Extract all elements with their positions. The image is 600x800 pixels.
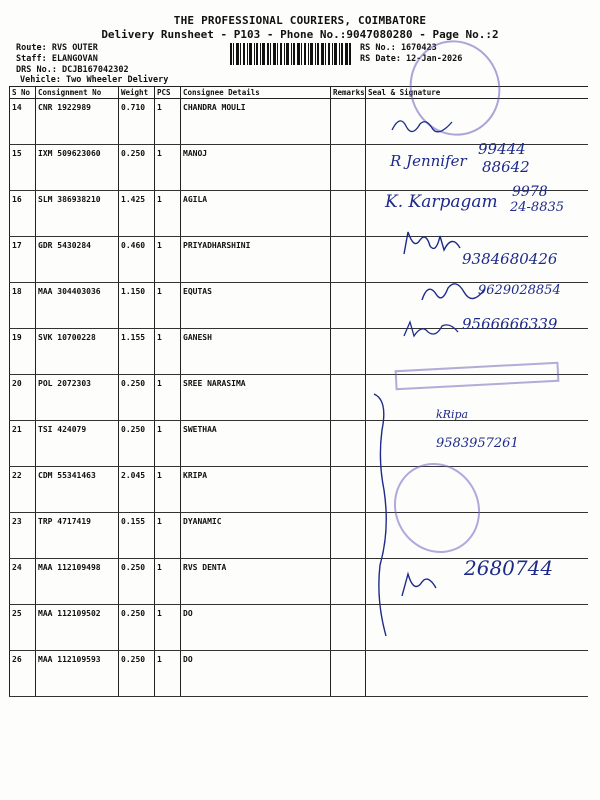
row-consignment-no: TRP 4717419 [36,513,119,559]
signature-scribble-icon [390,112,460,138]
row-sno: 23 [10,513,36,559]
signature-bracket [368,390,398,640]
table-row [10,605,588,651]
row-sno: 15 [10,145,36,191]
row-consignment-no: MAA 112109502 [36,605,119,651]
row-remarks [331,99,366,145]
row-pcs: 1 [155,559,181,605]
row-consignee: SREE NARASIMA [181,375,331,421]
col-pcs: PCS [155,87,181,99]
row-consignment-no: CNR 1922989 [36,99,119,145]
runsheet-table [9,86,588,697]
row-remarks [331,559,366,605]
rs-date: RS Date: 12-Jan-2026 [360,54,463,64]
row-remarks [331,237,366,283]
hw-num-18: 9629028854 [478,283,561,298]
row-remarks [331,605,366,651]
row-sno: 25 [10,605,36,651]
runsheet-subtitle: Delivery Runsheet - P103 - Phone No.:9047080280 - Page No.:2 [101,28,499,41]
row-weight: 2.045 [119,467,155,513]
hw-num-16b: 24-8835 [510,200,565,215]
row-consignee: MANOJ [181,145,331,191]
row-consignee: CHANDRA MOULI [181,99,331,145]
row-consignment-no: CDM 55341463 [36,467,119,513]
row-sno: 19 [10,329,36,375]
row-sno: 18 [10,283,36,329]
row-pcs: 1 [155,191,181,237]
row-weight: 0.250 [119,421,155,467]
col-consignment: Consignment No [36,87,119,99]
row-consignment-no: MAA 112109593 [36,651,119,697]
hw-num-15a: 99444 [478,140,526,158]
col-signature: Seal & Signature [366,87,588,99]
row-sno: 17 [10,237,36,283]
row-remarks [331,513,366,559]
vehicle-label: Vehicle: Two Wheeler Delivery [20,75,169,85]
hw-name-16: K. Karpagam [385,192,498,212]
row-consignment-no: TSI 424079 [36,421,119,467]
table-row [10,467,588,513]
row-weight: 0.250 [119,605,155,651]
hw-num-19: 9566666339 [462,315,558,333]
row-pcs: 1 [155,283,181,329]
hw-num-15b: 88642 [482,158,530,176]
row-consignee: DO [181,605,331,651]
row-consignee: DO [181,651,331,697]
row-consignee: KRIPA [181,467,331,513]
signature-scribble-icon [400,228,470,258]
row-remarks [331,283,366,329]
row-remarks [331,191,366,237]
row-consignee: AGILA [181,191,331,237]
row-sno: 14 [10,99,36,145]
row-signature [366,605,588,651]
company-title: THE PROFESSIONAL COURIERS, COIMBATORE [173,14,427,27]
signature-scribble-icon [400,318,470,340]
row-weight: 1.425 [119,191,155,237]
barcode-icon [230,43,352,65]
table-header-row [10,87,588,99]
row-weight: 0.250 [119,559,155,605]
row-sno: 24 [10,559,36,605]
drs-number: DRS No.: DCJB167042302 [16,65,129,75]
rs-number: RS No.: 1670423 [360,43,437,53]
row-remarks [331,329,366,375]
col-consignee: Consignee Details [181,87,331,99]
row-weight: 0.250 [119,375,155,421]
row-consignment-no: MAA 304403036 [36,283,119,329]
signature-scribble-icon [396,570,446,600]
hw-sig-21: kRipa [436,408,469,421]
row-sno: 16 [10,191,36,237]
row-consignee: EQUTAS [181,283,331,329]
table-row [10,513,588,559]
row-consignee: PRIYADHARSHINI [181,237,331,283]
row-weight: 0.155 [119,513,155,559]
row-consignment-no: SLM 386938210 [36,191,119,237]
row-consignment-no: SVK 10700228 [36,329,119,375]
col-weight: Weight [119,87,155,99]
row-weight: 0.250 [119,145,155,191]
row-pcs: 1 [155,329,181,375]
row-sno: 26 [10,651,36,697]
row-sno: 22 [10,467,36,513]
staff-label: Staff: ELANGOVAN [16,54,98,64]
row-weight: 0.250 [119,651,155,697]
row-sno: 20 [10,375,36,421]
row-consignment-no: POL 2072303 [36,375,119,421]
col-sno: S No [10,87,36,99]
table-row [10,651,588,697]
hw-num-25: 2680744 [464,556,554,580]
row-weight: 1.155 [119,329,155,375]
row-remarks [331,145,366,191]
row-sno: 21 [10,421,36,467]
hw-num-16a: 9978 [512,184,548,200]
row-weight: 0.460 [119,237,155,283]
row-pcs: 1 [155,513,181,559]
row-consignment-no: IXM 509623060 [36,145,119,191]
row-pcs: 1 [155,375,181,421]
row-pcs: 1 [155,605,181,651]
table-row [10,191,588,237]
row-weight: 1.150 [119,283,155,329]
row-pcs: 1 [155,467,181,513]
row-pcs: 1 [155,99,181,145]
table-row [10,99,588,145]
row-pcs: 1 [155,237,181,283]
row-consignee: GANESH [181,329,331,375]
hw-num-22: 9583957261 [436,436,519,451]
row-remarks [331,651,366,697]
row-pcs: 1 [155,145,181,191]
row-consignment-no: MAA 112109498 [36,559,119,605]
row-consignee: SWETHAA [181,421,331,467]
row-weight: 0.710 [119,99,155,145]
row-consignee: RVS DENTA [181,559,331,605]
hw-num-17: 9384680426 [462,250,558,268]
row-remarks [331,421,366,467]
col-remarks: Remarks [331,87,366,99]
row-remarks [331,375,366,421]
row-pcs: 1 [155,651,181,697]
row-signature [366,651,588,697]
row-consignee: DYANAMIC [181,513,331,559]
row-pcs: 1 [155,421,181,467]
hw-name-15: R Jennifer [390,152,467,170]
row-consignment-no: GDR 5430284 [36,237,119,283]
route-label: Route: RVS OUTER [16,43,98,53]
row-remarks [331,467,366,513]
